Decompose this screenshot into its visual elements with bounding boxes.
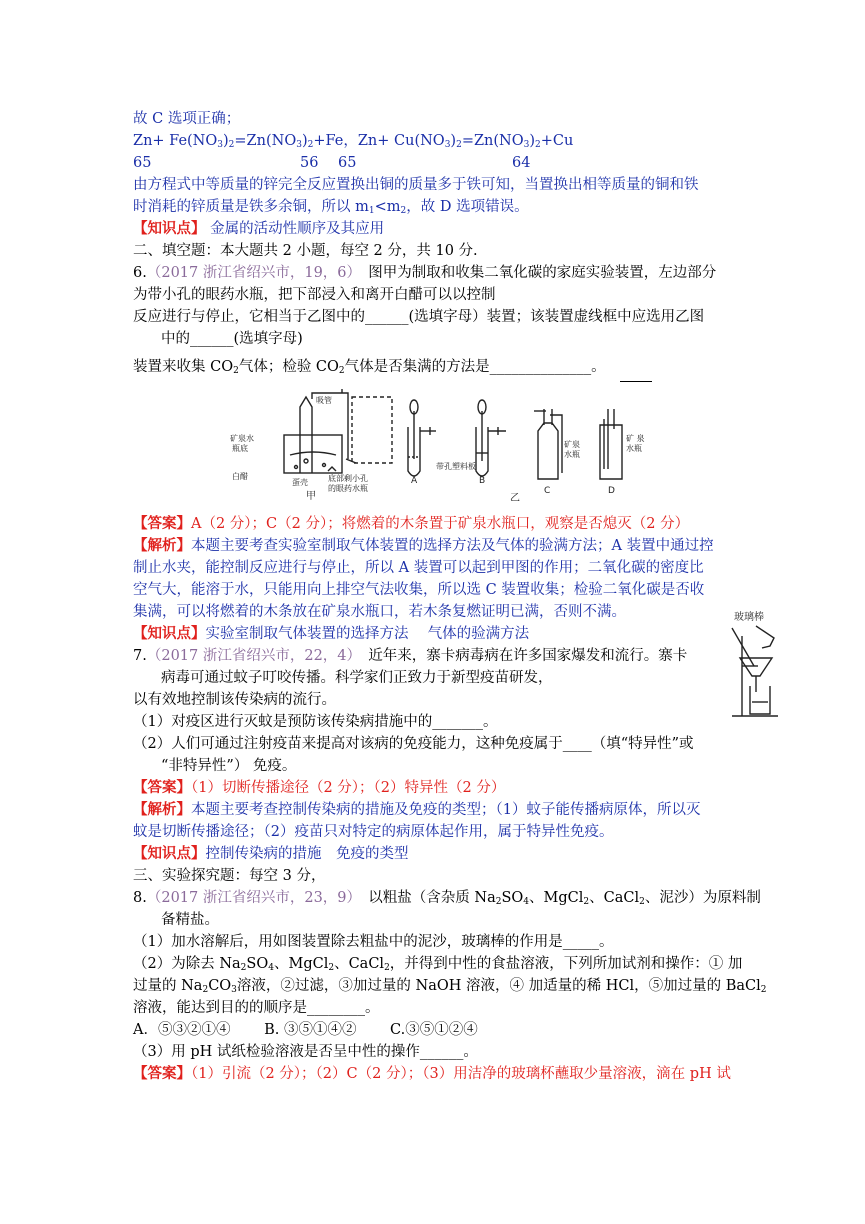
label-jia: 甲: [306, 491, 316, 501]
q7-analysis-2: 蚊是切断传播途径；（2）疫苗只对特定的病原体起作用，属于特异性免疫。: [133, 824, 614, 840]
q5-explanation-2: 时消耗的锌质量是铁多余铜，所以 $m_1<m_2$，故 D 选项错误。: [133, 199, 529, 216]
label-yi: 乙: [510, 493, 520, 501]
q7-sub-2b: “非特异性”） 免疫。: [161, 758, 297, 774]
label-dibu2: 的眼药水瓶: [328, 484, 368, 493]
label-glass-rod: 玻璃棒: [734, 612, 764, 623]
q6-analysis-1: 【解析】本题主要考查实验室制取气体装置的选择方法及气体的验满方法；A 装置中通过控: [133, 537, 714, 554]
mass-65-a: 65: [133, 155, 152, 171]
q6-knowledge-point: 【知识点】实验室制取气体装置的选择方法 气体的验满方法: [133, 625, 530, 642]
q6-stem-4: 中的______(选填字母): [161, 331, 303, 347]
stray-rule: [620, 381, 652, 382]
q7-stem-2: 病毒可通过蚊子叮咬传播。科学家们正致力于新型疫苗研发，: [161, 670, 553, 686]
q8-answer: 【答案】（1）引流（2 分）；（2）C（2 分）；（3）用洁净的玻璃杯蘸取少量溶液，滴在 pH 试: [133, 1065, 731, 1082]
q5-knowledge-point: 【知识点】 金属的活动性顺序及其应用: [133, 220, 385, 237]
q7-knowledge-point: 【知识点】控制传染病的措施 免疫的类型: [133, 845, 409, 862]
q6-stem-2: 为带小孔的眼药水瓶，把下部浸入和离开白醋可以以控制: [133, 287, 496, 303]
label-kqs2: 瓶底: [232, 444, 248, 453]
q6-answer: 【答案】A（2 分）；C（2 分）；将燃着的木条置于矿泉水瓶口，观察是否熄灭（2 分）: [133, 515, 690, 532]
section-2-heading: 二、填空题：本大题共 2 小题，每空 2 分，共 10 分.: [133, 243, 478, 259]
q6-stem-5: 装置来收集 $CO_2$气体；检验 $CO_2$气体是否集满的方法是______________。: [133, 359, 606, 376]
q8-stem-1: 8.（2017 浙江省绍兴市，23，9） 以粗盐（含杂质 $Na_2SO_4$、MgCl$_2$、CaCl$_2$、泥沙）为原料制: [133, 890, 761, 907]
q6-analysis-4: 集满，可以将燃着的木条放在矿泉水瓶口，若木条复燃证明已满，否则不满。: [133, 604, 626, 620]
mass-65-b: 65: [338, 155, 357, 171]
label-kqs1: 矿泉水: [230, 434, 254, 443]
label-liaoban: 带孔塑料板: [436, 462, 476, 471]
label-a: A: [411, 476, 418, 486]
label-kqs-c2: 水瓶: [564, 450, 580, 459]
mass-64: 64: [512, 155, 531, 171]
q7-stem-1: 7.（2017 浙江省绍兴市，22，4） 近年来，寨卡病毒病在许多国家爆发和流行。寨卡: [133, 648, 688, 664]
section-3-heading: 三、实验探究题：每空 3 分，: [133, 868, 326, 884]
filtration-figure: [712, 606, 784, 724]
label-kqs-c1: 矿泉: [564, 440, 580, 449]
label-xiguan: 吸管: [316, 396, 332, 405]
q8-stem-2: 备精盐。: [161, 912, 219, 928]
q6-analysis-2: 制止水夹，能控制反应进行与停止，所以 A 装置可以起到甲图的作用；二氧化碳的密度比: [133, 560, 704, 576]
q8-sub-2-line3: 溶液，能达到目的的顺序是________。: [133, 1000, 380, 1016]
label-b: B: [479, 476, 486, 486]
label-kqs-d1: 矿 泉: [626, 434, 645, 443]
q8-sub-2-line2: 过量的 $Na_2CO_3$溶液，②过滤，③加过量的 NaOH 溶液，④ 加适量的稀 HCl，⑤加过量的 BaCl$_2$: [133, 978, 767, 995]
q6-analysis-3: 空气大，能溶于水，只能用向上排空气法收集，所以选 C 装置收集；检验二氧化碳是否收: [133, 582, 705, 598]
q8-sub-2: （2）为除去 $Na_2SO_4$、MgCl$_2$、CaCl$_2$，并得到中性的食盐溶液，下列所加试剂和操作：① 加: [133, 956, 743, 973]
q5-equations: $Zn+ Fe(NO_3)_2=Zn(NO_3)_2+Fe$，$Zn+ Cu(NO_3)_2=Zn(NO_3)_2+Cu$: [133, 133, 574, 150]
q7-answer: 【答案】（1）切断传播途径（2 分）；（2）特异性（2 分）: [133, 779, 506, 796]
co2-apparatus-figure: [228, 389, 658, 501]
q8-options: A．⑤③②①④ B. ③⑤①④② C.③⑤①②④: [133, 1022, 478, 1038]
label-d: D: [608, 486, 615, 496]
mass-56: 56: [300, 155, 319, 171]
q6-stem-1: 6.（2017 浙江省绍兴市，19，6） 图甲为制取和收集二氧化碳的家庭实验装置，左边部分: [133, 265, 717, 281]
q7-sub-1: （1）对疫区进行灭蚊是预防该传染病措施中的_______。: [133, 714, 498, 730]
q7-analysis-1: 【解析】本题主要考查控制传染病的措施及免疫的类型；（1）蚊子能传播病原体，所以灭: [133, 801, 701, 818]
label-baicu: 白醋: [232, 472, 248, 481]
q8-sub-1: （1）加水溶解后，用如图装置除去粗盐中的泥沙，玻璃棒的作用是_____。: [133, 934, 614, 950]
label-dibu1: 底部剩小孔: [328, 474, 368, 483]
q7-stem-3: 以有效地控制该传染病的流行。: [133, 692, 336, 708]
q7-sub-2a: （2）人们可通过注射疫苗来提高对该病的免疫能力，这种免疫属于____（填“特异性”或: [133, 736, 694, 752]
label-kqs-d2: 水瓶: [626, 444, 642, 453]
label-c: C: [544, 486, 551, 496]
label-danke: 蛋壳: [292, 478, 308, 487]
q6-stem-3: 反应进行与停止，它相当于乙图中的______(选填字母）装置；该装置虚线框中应选用乙图: [133, 309, 705, 325]
q8-sub-3: （3）用 pH 试纸检验溶液是否呈中性的操作______。: [133, 1044, 478, 1060]
q5-explanation-1: 由方程式中等质量的锌完全反应置换出铜的质量多于铁可知，当置换出相等质量的铜和铁: [133, 177, 699, 193]
q5-conclusion-c: 故 C 选项正确；: [133, 111, 241, 127]
